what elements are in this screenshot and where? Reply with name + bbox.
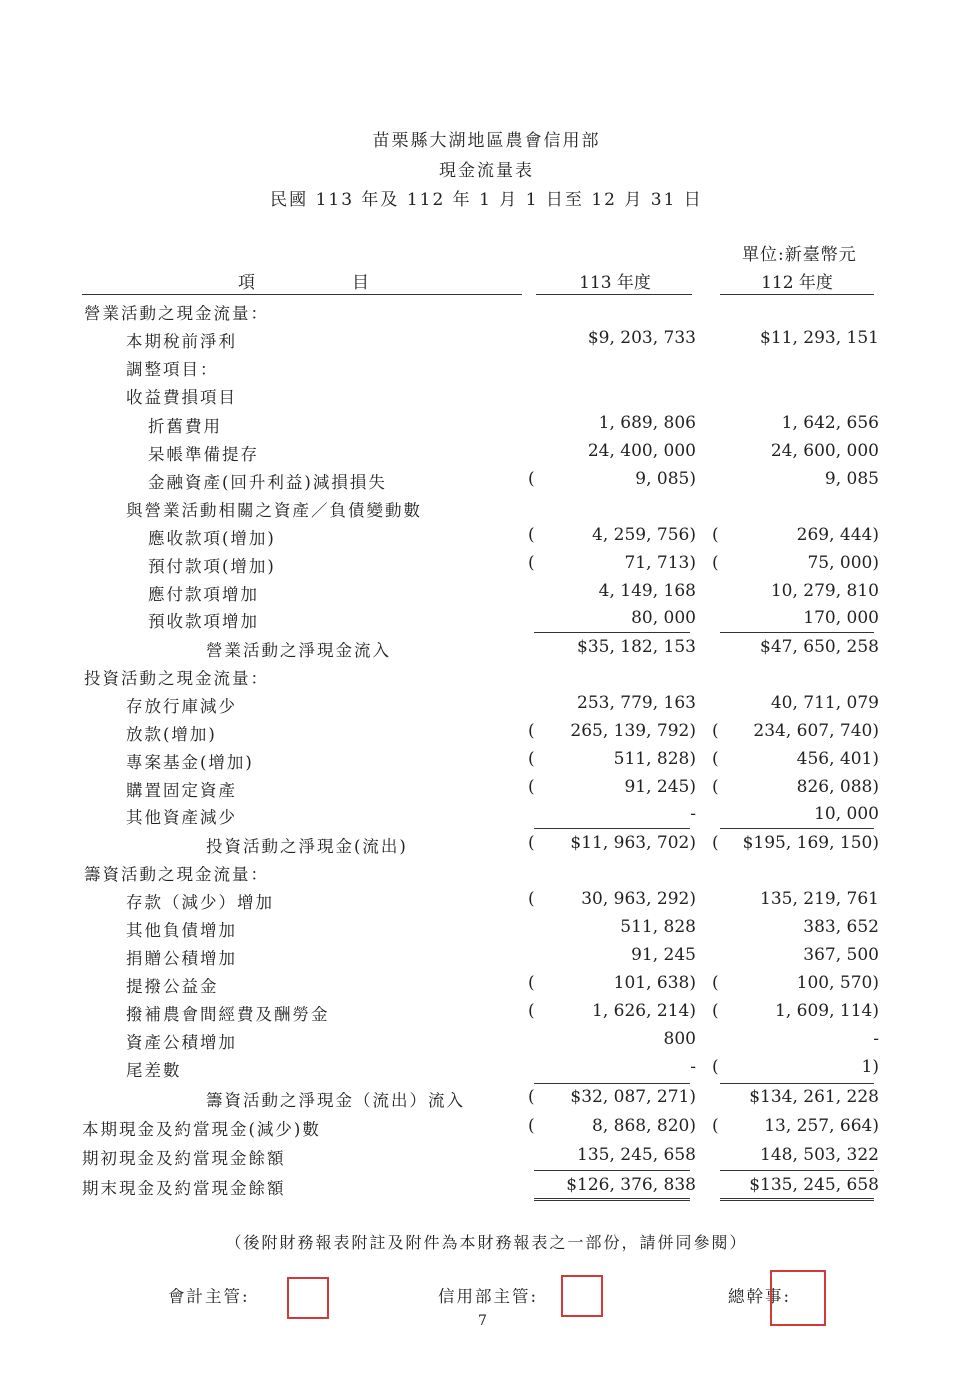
value-112: 269, 444) <box>796 525 879 545</box>
paren-112: ( <box>712 721 719 741</box>
paren-112: ( <box>712 1001 719 1021</box>
seal-stamp-accounting <box>287 1277 329 1319</box>
row-label: 投資活動之現金流量： <box>84 669 269 688</box>
row-label: 營業活動之淨現金流入 <box>206 641 391 660</box>
paren-112: ( <box>712 749 719 769</box>
value-112: 10, 279, 810 <box>770 581 879 601</box>
currency-unit: 單位:新臺幣元 <box>742 245 857 265</box>
row-label: 投資活動之淨現金(流出) <box>206 837 408 856</box>
statement-title: 現金流量表 <box>439 161 534 181</box>
row-label: 應付款項增加 <box>148 585 259 604</box>
value-113: 30, 963, 292) <box>581 889 696 909</box>
value-112: 826, 088) <box>796 777 879 797</box>
paren-113: ( <box>528 973 535 993</box>
paren-113: ( <box>528 469 535 489</box>
value-112: 100, 570) <box>796 973 879 993</box>
value-113: $9, 203, 733 <box>587 328 696 348</box>
value-112: - <box>873 1029 879 1049</box>
paren-112: ( <box>712 777 719 797</box>
final-double-rule-113 <box>534 1198 690 1201</box>
row-label: 應收款項(增加) <box>148 529 276 548</box>
value-113: 253, 779, 163 <box>577 693 696 713</box>
row-label: 提撥公益金 <box>126 977 219 996</box>
value-113: 8, 868, 820) <box>592 1116 696 1136</box>
seal-stamp-general-manager <box>770 1270 826 1326</box>
value-112: $47, 650, 258 <box>760 637 879 657</box>
subtotal-rule-112 <box>720 632 874 633</box>
value-112: $11, 293, 151 <box>760 328 879 348</box>
paren-113: ( <box>528 721 535 741</box>
value-112: 383, 652 <box>803 917 879 937</box>
value-113: 24, 400, 000 <box>587 441 696 461</box>
column-header-112: 112 年度 <box>761 273 833 293</box>
value-113: 9, 085) <box>635 469 696 489</box>
row-label: 折舊費用 <box>148 417 222 436</box>
row-label: 收益費損項目 <box>126 388 237 407</box>
value-113: $32, 087, 271) <box>570 1087 696 1107</box>
value-112: 10, 000 <box>814 804 879 824</box>
header-rule-112 <box>720 294 874 295</box>
value-112: 170, 000 <box>803 608 879 628</box>
value-112: 24, 600, 000 <box>770 441 879 461</box>
row-label: 資產公積增加 <box>126 1033 237 1052</box>
header-rule-item <box>82 294 522 295</box>
value-113: 4, 149, 168 <box>598 581 696 601</box>
signature-credit-manager-label: 信用部主管: <box>438 1287 539 1306</box>
paren-113: ( <box>528 1087 535 1107</box>
header-rule-113 <box>536 294 692 295</box>
value-112: 75, 000) <box>807 553 879 573</box>
column-header-item-2: 目 <box>352 273 369 293</box>
value-112: 13, 257, 664) <box>764 1116 879 1136</box>
paren-113: ( <box>528 777 535 797</box>
paren-113: ( <box>528 889 535 909</box>
value-112: 40, 711, 079 <box>770 693 879 713</box>
signature-general-manager-label: 總幹事: <box>728 1287 792 1306</box>
row-label: 與營業活動相關之資產／負債變動數 <box>126 501 422 520</box>
subtotal-rule-113 <box>534 828 690 829</box>
value-112: $134, 261, 228 <box>749 1087 879 1107</box>
value-113: 511, 828 <box>620 917 696 937</box>
paren-112: ( <box>712 525 719 545</box>
row-label: 營業活動之現金流量： <box>84 304 269 323</box>
value-113: 135, 245, 658 <box>577 1145 696 1165</box>
paren-112: ( <box>712 1057 719 1077</box>
row-label: 本期稅前淨利 <box>126 332 237 351</box>
row-label: 其他資產減少 <box>126 808 237 827</box>
value-112: $135, 245, 658 <box>749 1175 879 1195</box>
total-rule-112 <box>720 1170 874 1171</box>
paren-112: ( <box>712 833 719 853</box>
row-label: 籌資活動之現金流量： <box>84 865 269 884</box>
row-label: 籌資活動之淨現金（流出）流入 <box>206 1091 465 1110</box>
value-113: $11, 963, 702) <box>570 833 696 853</box>
value-112: 1) <box>861 1057 879 1077</box>
paren-113: ( <box>528 1001 535 1021</box>
value-112: 456, 401) <box>796 749 879 769</box>
value-113: 91, 245 <box>631 945 696 965</box>
paren-112: ( <box>712 553 719 573</box>
value-113: 101, 638) <box>613 973 696 993</box>
value-112: 367, 500 <box>803 945 879 965</box>
statement-period: 民國 113 年及 112 年 1 月 1 日至 12 月 31 日 <box>270 190 703 210</box>
total-rule-113 <box>534 1170 690 1171</box>
value-113: $126, 376, 838 <box>566 1175 696 1195</box>
value-112: 234, 607, 740) <box>753 721 879 741</box>
row-label: 放款(增加) <box>126 725 217 744</box>
value-113: 800 <box>663 1029 696 1049</box>
value-112: 135, 219, 761 <box>760 889 879 909</box>
row-label: 尾差數 <box>126 1061 182 1080</box>
subtotal-rule-112 <box>720 828 874 829</box>
signature-accounting-label: 會計主管: <box>168 1287 250 1306</box>
value-113: 265, 139, 792) <box>570 721 696 741</box>
value-112: 1, 642, 656 <box>781 413 879 433</box>
subtotal-rule-113 <box>534 1083 690 1084</box>
value-112: $195, 169, 150) <box>742 833 879 853</box>
row-label: 購置固定資產 <box>126 781 237 800</box>
value-113: - <box>690 1057 696 1077</box>
seal-stamp-credit-manager <box>561 1275 603 1317</box>
column-header-113: 113 年度 <box>579 273 651 293</box>
row-label: 期末現金及約當現金餘額 <box>82 1179 286 1198</box>
value-112: 1, 609, 114) <box>775 1001 879 1021</box>
row-label: 存放行庫減少 <box>126 697 237 716</box>
value-112: 9, 085 <box>824 469 879 489</box>
row-label: 預收款項增加 <box>148 612 259 631</box>
paren-112: ( <box>712 973 719 993</box>
value-113: $35, 182, 153 <box>577 637 696 657</box>
footnote: （後附財務報表附註及附件為本財務報表之一部份，請併同參閱） <box>225 1233 748 1252</box>
subtotal-rule-113 <box>534 632 690 633</box>
paren-113: ( <box>528 1116 535 1136</box>
row-label: 撥補農會間經費及酬勞金 <box>126 1005 330 1024</box>
paren-113: ( <box>528 749 535 769</box>
row-label: 呆帳準備提存 <box>148 445 259 464</box>
row-label: 期初現金及約當現金餘額 <box>82 1149 286 1168</box>
page-number: 7 <box>478 1313 487 1329</box>
paren-112: ( <box>712 1116 719 1136</box>
value-113: - <box>690 804 696 824</box>
column-header-item-1: 項 <box>238 273 255 293</box>
row-label: 調整項目： <box>126 360 219 379</box>
value-113: 80, 000 <box>631 608 696 628</box>
final-double-rule-112 <box>720 1198 874 1201</box>
row-label: 預付款項(增加) <box>148 557 276 576</box>
row-label: 存款（減少）增加 <box>126 893 274 912</box>
row-label: 其他負債增加 <box>126 921 237 940</box>
row-label: 金融資產(回升利益)減損損失 <box>148 473 387 492</box>
organization-name: 苗栗縣大湖地區農會信用部 <box>372 131 601 151</box>
paren-113: ( <box>528 833 535 853</box>
row-label: 專案基金(增加) <box>126 753 254 772</box>
value-113: 71, 713) <box>624 553 696 573</box>
value-113: 91, 245) <box>624 777 696 797</box>
subtotal-rule-112 <box>720 1083 874 1084</box>
value-112: 148, 503, 322 <box>760 1145 879 1165</box>
paren-113: ( <box>528 525 535 545</box>
value-113: 1, 626, 214) <box>592 1001 696 1021</box>
value-113: 511, 828) <box>613 749 696 769</box>
row-label: 捐贈公積增加 <box>126 949 237 968</box>
paren-113: ( <box>528 553 535 573</box>
value-113: 1, 689, 806 <box>598 413 696 433</box>
value-113: 4, 259, 756) <box>592 525 696 545</box>
row-label: 本期現金及約當現金(減少)數 <box>82 1120 321 1139</box>
